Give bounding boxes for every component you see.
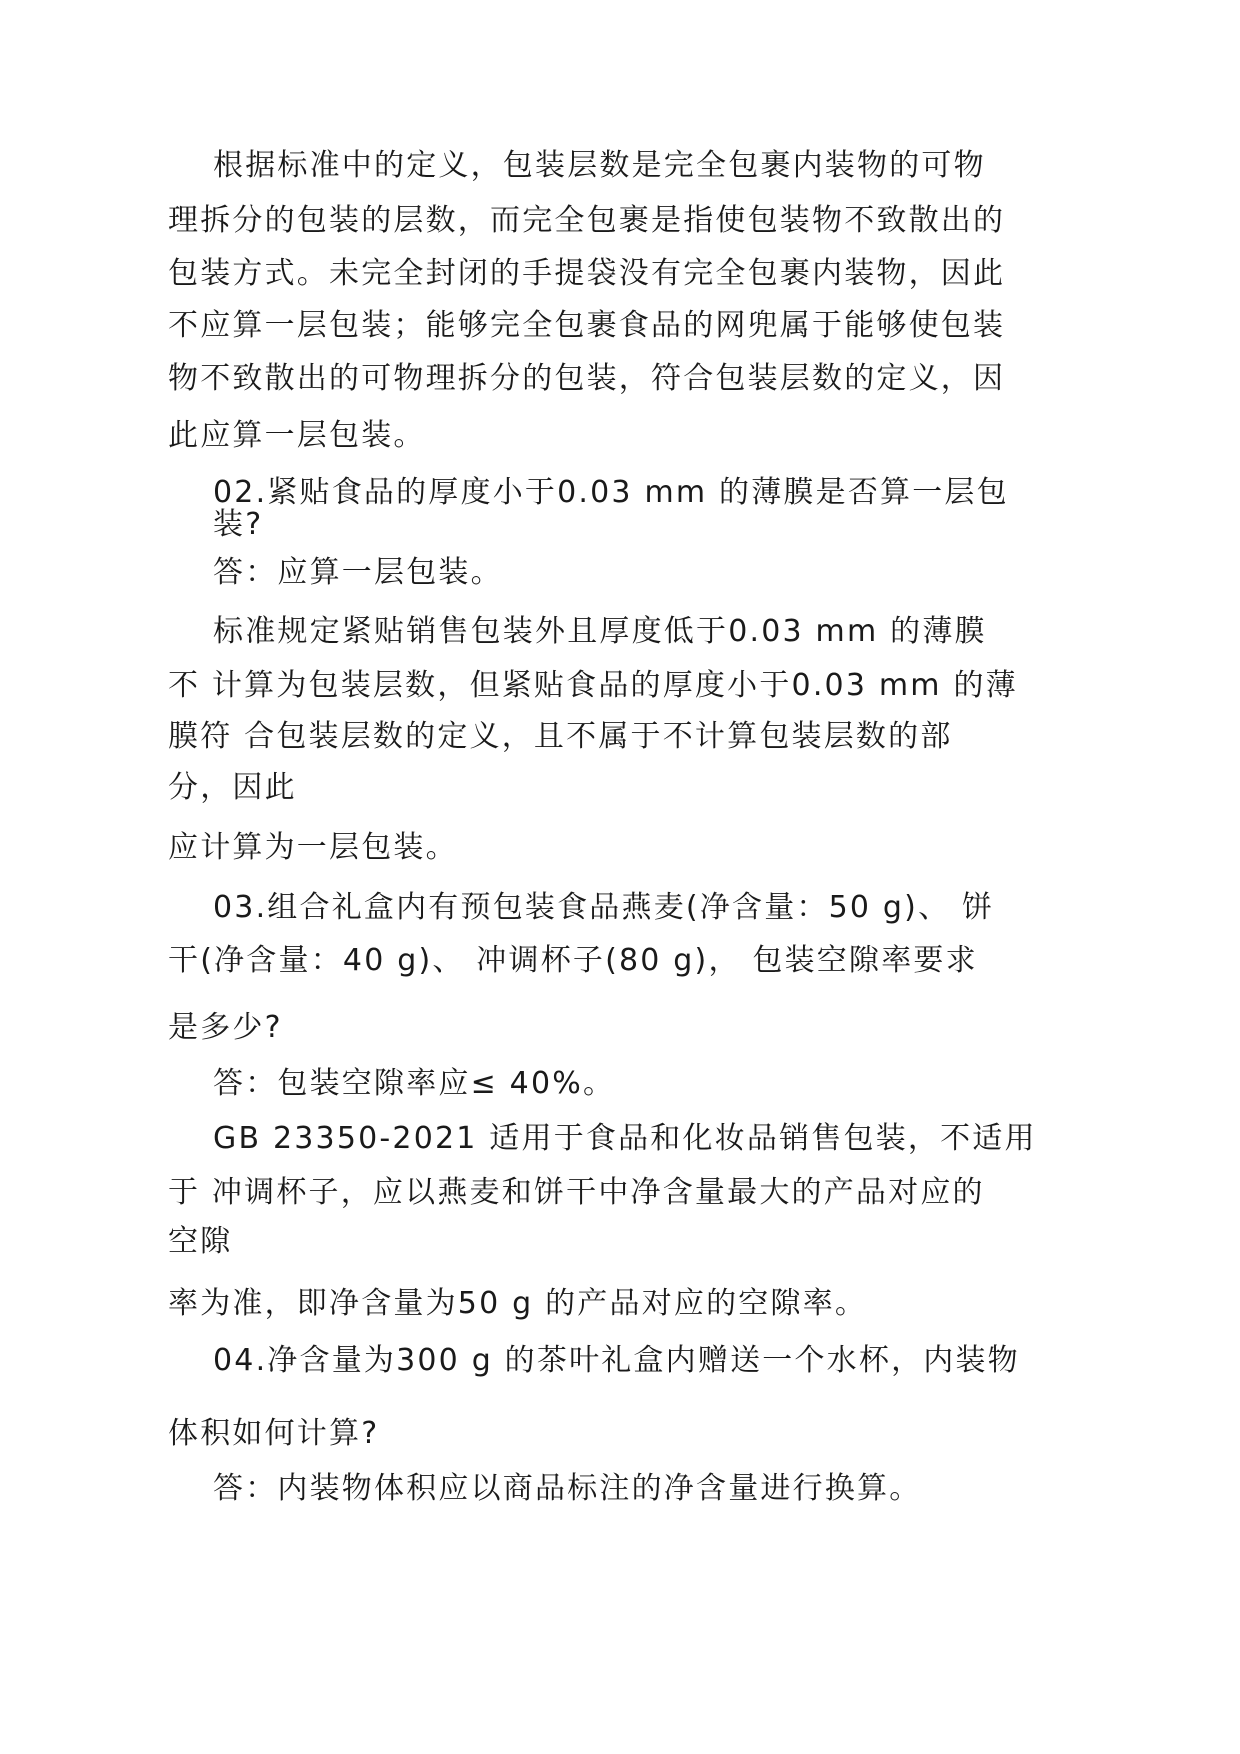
text-line: GB 23350-2021 适用于食品和化妆品销售包装，不适用: [213, 1121, 1037, 1156]
text-line: 不 计算为包装层数，但紧贴食品的厚度小于0.03 mm 的薄: [168, 668, 1018, 703]
text-line: 答：应算一层包装。: [213, 555, 503, 590]
text-line: 率为准，即净含量为50 g 的产品对应的空隙率。: [168, 1286, 868, 1321]
text-line: 干(净含量：40 g)、 冲调杯子(80 g)， 包装空隙率要求: [168, 943, 978, 978]
text-line: 是多少?: [168, 1010, 283, 1045]
text-line: 答：包装空隙率应≤ 40%。: [213, 1066, 616, 1101]
text-line: 理拆分的包装的层数，而完全包裹是指使包装物不致散出的: [168, 203, 1006, 238]
text-line: 03.组合礼盒内有预包装食品燕麦(净含量：50 g)、 饼: [213, 890, 995, 925]
text-line: 标准规定紧贴销售包装外且厚度低于0.03 mm 的薄膜: [213, 614, 987, 649]
text-line: 答：内装物体积应以商品标注的净含量进行换算。: [213, 1471, 922, 1506]
text-line: 空隙: [168, 1224, 233, 1259]
text-line: 04.净含量为300 g 的茶叶礼盒内赠送一个水杯，内装物: [213, 1343, 1020, 1378]
text-line: 于 冲调杯子，应以燕麦和饼干中净含量最大的产品对应的: [168, 1175, 985, 1210]
text-line: 不应算一层包装；能够完全包裹食品的网兜属于能够使包装: [168, 308, 1006, 343]
text-line: 膜符 合包装层数的定义，且不属于不计算包装层数的部: [168, 719, 953, 754]
text-line: 根据标准中的定义，包装层数是完全包裹内装物的可物: [213, 148, 986, 183]
text-line: 02.紧贴食品的厚度小于0.03 mm 的薄膜是否算一层包: [213, 475, 1009, 510]
text-line: 此应算一层包装。: [168, 418, 426, 453]
text-line: 分，因此: [168, 770, 297, 805]
text-line: 包装方式。未完全封闭的手提袋没有完全包裹内装物，因此: [168, 256, 1006, 291]
text-line: 物不致散出的可物理拆分的包装，符合包装层数的定义，因: [168, 361, 1006, 396]
text-line: 装?: [213, 507, 264, 542]
text-line: 体积如何计算?: [168, 1416, 380, 1451]
text-line: 应计算为一层包装。: [168, 830, 458, 865]
